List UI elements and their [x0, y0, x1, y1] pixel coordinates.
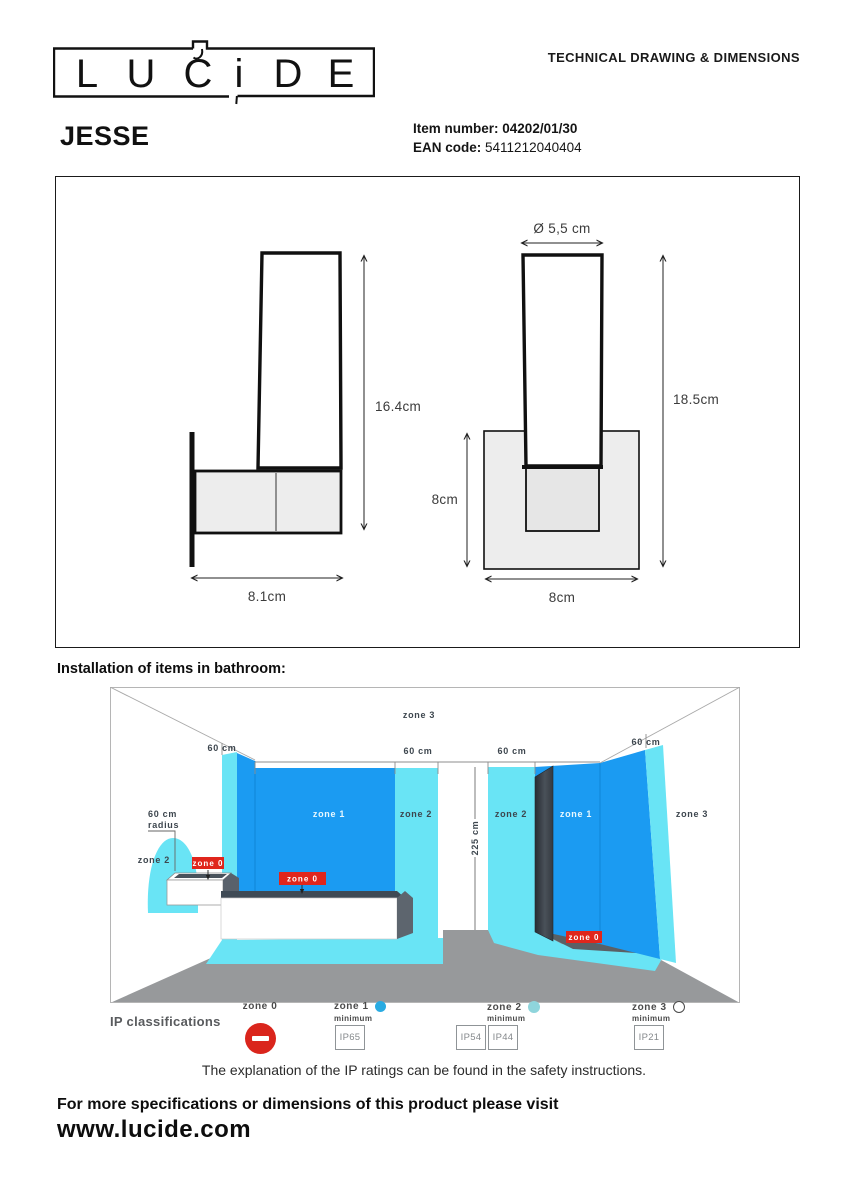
- lamp-tube-side: [258, 253, 341, 468]
- item-number-label: Item number:: [413, 121, 499, 136]
- ean-code-value: 5411212040404: [485, 139, 582, 155]
- radius-label-line2: radius: [148, 820, 180, 830]
- item-number-row: [413, 120, 582, 139]
- logo-tail: [236, 96, 237, 104]
- ip-zone1-minimum: minimum: [334, 1014, 373, 1023]
- zone1-right-label: zone 1: [559, 809, 593, 819]
- ip-zone0-label: zone 0: [242, 1001, 278, 1012]
- diameter-label: Ø 5,5 cm: [533, 221, 591, 236]
- ip-rating-box: IP44: [488, 1025, 518, 1050]
- ceiling-zone-label: zone 3: [402, 710, 436, 720]
- dim-60-right: 60 cm: [631, 737, 661, 747]
- lamp-tube-front: [523, 255, 602, 466]
- zone0-badge-shower: [566, 931, 602, 943]
- ip-zone2-label: zone 2: [487, 1001, 522, 1013]
- no-entry-icon: [245, 1023, 276, 1054]
- ip-zone1-label: zone 1: [334, 1001, 369, 1012]
- ip-zone3-minimum: minimum: [632, 1014, 671, 1023]
- product-codes: [413, 120, 582, 157]
- ip-zone3-label: zone 3: [632, 1001, 667, 1013]
- front-view-figure: [432, 221, 719, 605]
- shower-panel: [535, 766, 553, 941]
- bath-floor-zone2: [206, 938, 443, 964]
- tube-lower-section: [526, 466, 599, 531]
- zone2-dot-icon: [528, 1001, 540, 1013]
- ip-rating-box: IP65: [335, 1025, 365, 1050]
- zone0-badge-bath-label: zone 0: [287, 874, 318, 884]
- ean-code-row: [413, 139, 582, 158]
- document-title: TECHNICAL DRAWING & DIMENSIONS: [547, 50, 800, 65]
- radius-label-line1: 60 cm: [148, 809, 178, 819]
- zone2-strip-right-room: [488, 767, 535, 930]
- ip-rating-box: IP54: [456, 1025, 486, 1050]
- website-link[interactable]: www.lucide.com: [57, 1116, 252, 1143]
- bathroom-zones-diagram: [110, 687, 740, 1003]
- item-number-value: 04202/01/30: [502, 121, 578, 136]
- ip-zone2-minimum: minimum: [487, 1014, 526, 1023]
- side-height-label: 16.4cm: [375, 399, 422, 414]
- product-name: JESSE: [60, 121, 150, 151]
- technical-drawing-panel: [55, 176, 800, 648]
- footer-text: For more specifications or dimensions of this product please visit: [57, 1096, 559, 1113]
- logo-letter: C: [183, 52, 213, 96]
- zone0-badge-sink-label: zone 0: [192, 859, 224, 868]
- dimension-drawing: [56, 177, 798, 646]
- logo-letter: i: [234, 52, 244, 96]
- dim-60-mid-left: 60 cm: [403, 746, 433, 756]
- logo-letter: E: [327, 52, 355, 96]
- installation-heading: Installation of items in bathroom:: [57, 661, 286, 677]
- wall-bracket: [195, 471, 341, 533]
- zone3-ring-icon: [673, 1001, 685, 1013]
- total-height-label: 18.5cm: [673, 392, 720, 407]
- bathtub: [221, 891, 413, 939]
- plate-height-label: 8cm: [431, 492, 458, 507]
- dim-60-mid-right: 60 cm: [497, 746, 527, 756]
- logo-letter: D: [273, 52, 303, 96]
- ip-explanation-text: The explanation of the IP ratings can be found in the safety instructions.: [201, 1062, 647, 1078]
- ip-zone3-group: [632, 1001, 685, 1013]
- room-height-label: 225 cm: [470, 820, 480, 856]
- ceiling-edge-right: [600, 687, 740, 763]
- no-entry-bar: [252, 1036, 269, 1041]
- plate-width-label: 8cm: [548, 590, 576, 605]
- zone1-dot-icon: [375, 1001, 386, 1012]
- zone0-badge-shower-label: zone 0: [568, 933, 600, 942]
- zone1-left-label: zone 1: [312, 809, 346, 819]
- logo-frame: [54, 42, 374, 97]
- lucide-logo: [53, 34, 375, 106]
- side-width-label: 8.1cm: [247, 589, 287, 604]
- zone2-left-label: zone 2: [399, 809, 433, 819]
- zone2-sink-label: zone 2: [137, 855, 170, 865]
- logo-letter: L: [75, 52, 99, 96]
- dim-60-left: 60 cm: [207, 743, 237, 753]
- ip-classifications-title: IP classifications: [110, 1014, 221, 1029]
- side-view-figure: [192, 253, 421, 604]
- logo-letter: U: [126, 52, 156, 96]
- ip-zone1-group: [334, 1001, 386, 1012]
- ip-zone2-group: [487, 1001, 540, 1013]
- ip-zone0-group: [234, 1001, 286, 1012]
- zone3-right-label: zone 3: [675, 809, 709, 819]
- ip-rating-box: IP21: [634, 1025, 664, 1050]
- ean-code-label: EAN code:: [413, 139, 482, 155]
- zone2-right-label: zone 2: [494, 809, 528, 819]
